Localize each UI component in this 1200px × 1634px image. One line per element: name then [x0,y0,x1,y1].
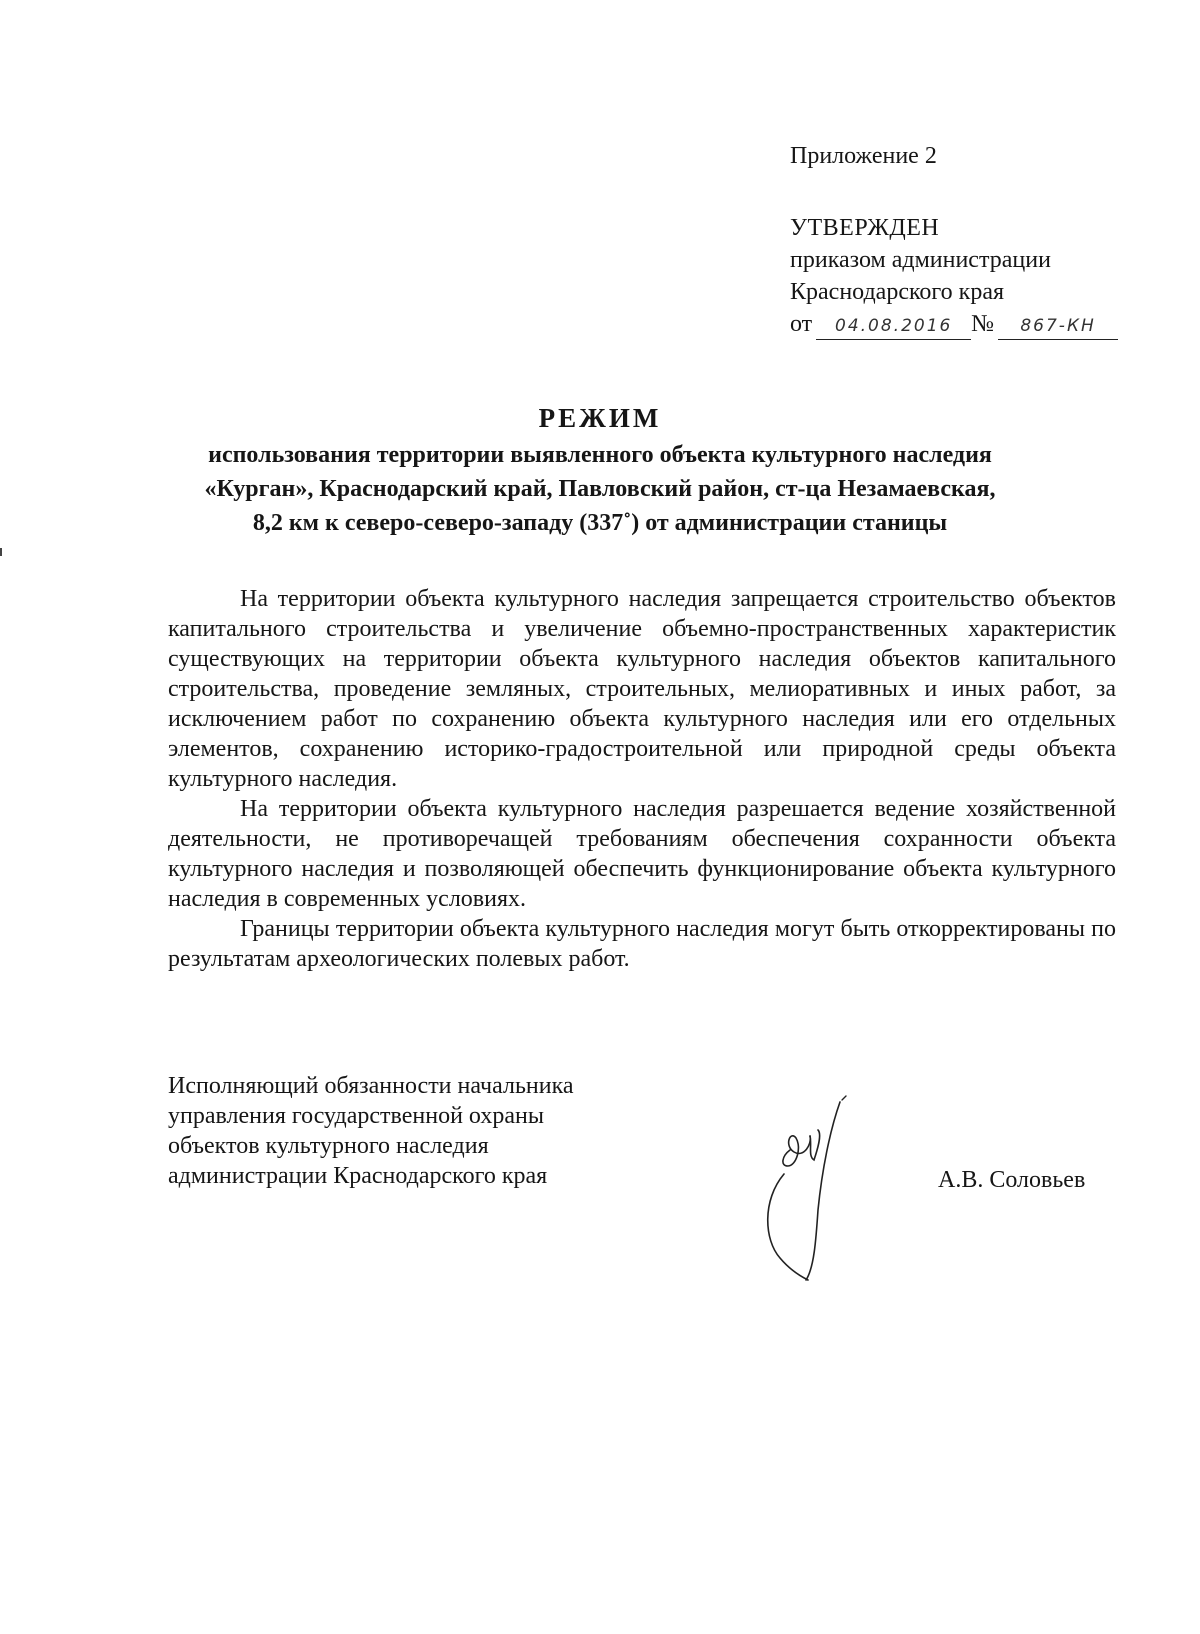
order-number-handwritten: 867-КН [998,313,1118,340]
document-title: РЕЖИМ [538,403,662,433]
body-paragraph-boundaries: Границы территории объекта культурного наследия могут быть откорректированы по результатам археологических полевых работ. [168,916,1116,972]
document-body [168,584,1116,974]
document-subtitle-line-1: использования территории выявленного объекта культурного наследия [208,442,992,468]
approved-by-line-1: приказом администрации [790,247,1051,273]
body-paragraph-prohibitions: На территории объекта культурного наследия запрещается строительство объектов капитального строительства и увеличение объемно-пространственных характеристик существующих на территории объекта культурного наследия объектов капитального строительства, проведение земляных, строительных, мелиоративных и иных работ, за исключением работ по сохранению объекта культурного наследия или его отдельных элементов, сохранению историко-градостроительной или природной среды объекта культурного наследия. [168,586,1116,792]
order-date-handwritten: 04.08.2016 [816,313,971,340]
document-subtitle-line-3: 8,2 км к северо-северо-западу (337˚) от администрации станицы [252,510,948,536]
approval-block [790,140,1190,340]
order-line [790,308,1190,340]
signatory-name: А.В. Соловьев [938,1167,1086,1193]
order-number-label: № [971,311,995,337]
approved-by-line-2: Краснодарского края [790,279,1005,305]
approved-heading: УТВЕРЖДЕН [790,215,940,241]
handwritten-signature [760,1090,880,1290]
document-subtitle-line-2: «Курган», Краснодарский край, Павловский район, ст-ца Незамаевская, [204,476,996,502]
scan-margin-mark [0,548,2,556]
signatory-position-line-1: Исполняющий обязанности начальника [168,1073,574,1099]
signatory-position-line-2: управления государственной охраны [168,1103,544,1129]
document-title-block [100,400,1100,540]
signatory-position-line-4: администрации Краснодарского края [168,1163,548,1189]
signatory-position-line-3: объектов культурного наследия [168,1133,489,1159]
order-date-label: от [790,311,813,337]
appendix-label: Приложение 2 [790,143,937,169]
signatory-position [168,1071,688,1191]
body-paragraph-permissions: На территории объекта культурного наследия разрешается ведение хозяйственной деятельности, не противоречащей требованиям обеспечения сохранности объекта культурного наследия и позволяющей обеспечить функционирование объекта культурного наследия в современных условиях. [168,796,1116,912]
